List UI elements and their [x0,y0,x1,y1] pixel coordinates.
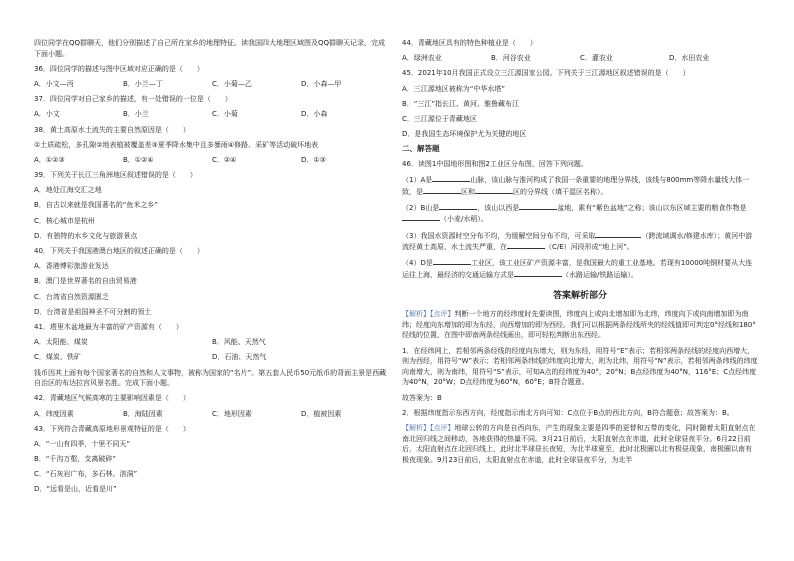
question-39: 39．下列关于长江三角洲地区叙述错误的是（ ） [34,171,197,180]
question-38-statements: ①土质疏松，多孔隙②地表植被覆盖差③夏季降水集中且多暴雨④修路、采矿等活动破坏地表 [34,140,319,149]
option: B．①②④ [123,155,154,164]
question-37: 37．四位同学对自己家乡的描述，有一处错误的一位是（ ） [34,95,232,104]
option: A．小文 [34,110,60,119]
option: C．地形因素 [212,409,252,418]
option: A．纬度因素 [34,409,74,418]
option: C．三江源位于青藏地区 [402,114,477,123]
option: D．石油、天然气 [212,353,267,362]
question-45: 45．2021年10月我国正式设立三江源国家公园。下列关于三江源地区叙述错误的是（ ） [402,69,690,78]
answer-explanation-1: 【解析】【点评】判断一个地方的经纬度时先要读图，纬度向上或向北增加即为北纬，纬度向下或向南增加即为南纬；经度向东增加的即为东经，向西增加的即为西经。我们可以根据两条经线所夹的经线值即可判定0°经线和180°经线的位置，在图中即南两条经线画出，即可轻松判断出东西经。 [402,310,756,340]
option: B．“千沟万壑，支离破碎” [34,455,117,464]
question-46-part-1: （1）A是 山脉，该山脉与淮河构成了我国一条重要的地理分界线，该线与800mm等降水量线大体一致，是 区和 区的分界线（填干湿区名称）。 [402,176,750,196]
answer-tag: 【解析】【点评】 [402,423,455,432]
answer-result: 故答案为：B [402,393,442,402]
section-heading: 二、解答题 [402,144,440,154]
option: B．河谷农业 [491,54,531,63]
option: B．自古以来就是我国著名的“鱼米之乡” [34,201,159,210]
question-42-options [34,409,390,420]
question-41: 41．塔里木盆地最为丰富的矿产资源有（ ） [34,322,183,331]
left-column [34,38,390,500]
question-41-options-row2 [34,352,390,363]
answers-title: 答案解析部分 [552,290,607,301]
question-44-options [402,53,758,64]
option: B．风能、天然气 [212,338,266,347]
option: C．灌农业 [580,54,613,63]
option: D．有独特的水乡文化与旅游景点 [34,231,138,240]
option: A．香港博彩旅游业发达 [34,262,109,271]
option: C．小菊 [212,110,238,119]
reading-passage: 四位同学在QQ群聊天，他们分别描述了自己所在家乡的地理特征。读我国四大地理区域图及QQ群聊天记录，完成下面小题。 [34,39,386,58]
option: D．①③ [301,155,326,164]
answer-point-2: 2．根据纬度指示东西方向，经度指示南北方向可知：C点位于B点的西北方向，B符合题意；故答案为：B。 [402,408,734,417]
option: D．台湾省是祖国神圣不可分割的领土 [34,307,152,316]
question-42: 42．青藏地区气候高寒的主要影响因素是（ ） [34,394,190,403]
option: A．地处江海交汇之地 [34,186,102,195]
option: B．海陆因素 [123,409,163,418]
option: D．小森—甲 [301,79,342,88]
answer-explanation-2: 【解析】【点评】地球公转的方向是自西向东，产生的现象主要是四季的更替和五带的变化，同时随着太阳直射点在南北回归线之间移动，各地获得的热量不同。3月21日前后，太阳直射点在赤道，此时全球昼夜平分。6月22日前后，太阳直射点在北回归线上，此时北半球昼长夜短，为北半球夏至，此时北极圈以北有极昼现象，南极圈以南有极夜现象。9月23日前后，太阳直射点在赤道，此时全球昼夜平分，为北半 [402,423,756,464]
option: B．“三江”指长江、黄河、雅鲁藏布江 [402,99,520,108]
right-column [402,38,758,470]
option: B．澳门是世界著名的自由贸易港 [34,277,137,286]
option: A．①②③ [34,155,65,164]
option: C．②④ [212,155,237,164]
option: C．煤炭、铁矿 [34,353,81,362]
question-46-part-3: （3）我国水资源时空分布不均，为缓解空间分布不均，可采取 （跨流域调水/修建水库）；黄河中游流经黄土高原，水土流失严重，在 （C/E）河段形成“地上河”。 [402,231,753,252]
question-40: 40．下列关于我国港澳台地区的叙述正确的是（ ） [34,247,204,256]
option: C．“石灰岩广布，多石林、溶洞” [34,470,138,479]
question-41-options-row1 [34,337,390,348]
question-36: 36．四位同学的描述与图中区域对应正确的是（ ） [34,64,204,73]
question-46-part-4: （4）D是 工业区，该工业区矿产资源丰富，是我国最大的重工业基地。若现有10000吨钢材要从大连运往上海，最经济的交通运输方式是 （水路运输/铁路运输）。 [402,259,753,280]
option: D．是我国生态环境保护尤为关键的地区 [402,130,527,139]
option: D．水田农业 [669,54,710,63]
option: D．小森 [301,110,328,119]
question-43: 43．下列符合青藏高原地形景观特征的是（ ） [34,424,190,433]
question-38: 38．黄土高原水土流失的主要自然原因是（ ） [34,125,190,134]
option: A．绿洲农业 [402,54,442,63]
option: C．核心城市是杭州 [34,216,95,225]
answer-tag: 【解析】【点评】 [402,310,455,319]
question-38-options [34,155,390,166]
answer-point-1: 1．在经纬网上，若相邻两条经线的经度向东增大，则为东经，用符号“E”表示；若相邻两条经线的经度向西增大，则为西经，用符号“W”表示；若相邻两条纬线的纬度向北增大，则为北纬，用符号“N”表示，若相邻两条纬线的纬度向南增大，则为南纬，用符号“S”表示，可知A点的经纬度为40°，20°N；B点经纬度为40°N，116°E；C点经纬度为40°N，20°W；D点经纬度为60°N，60°E；B符合题意。 [402,346,758,387]
reading-passage-2: 钱币因其上面有每个国家著名的自然和人文事物，被称为国家的“名片”。第五套人民币50元纸币的背面主景是西藏自治区的布达拉宫风景名胜。完成下面小题。 [34,368,387,388]
option: C．小菊—乙 [212,79,252,88]
option: D．植被因素 [301,409,342,418]
option: B．小兰 [123,110,149,119]
option: A．小文—丙 [34,79,74,88]
option: C．台湾省自然资源匮乏 [34,292,109,301]
option: D．“远看是山，近看是川” [34,485,117,494]
option: B．小兰—丁 [123,79,163,88]
question-36-options [34,79,390,90]
question-46: 46．读图1中国地形图和图2工业区分布图，回答下列问题。 [402,159,588,168]
question-46-part-2: （2）B山是 ，该山以西是 盆地，素有“紫色盆地”之称；该山以东区域主要的粮食作物是（小麦/水稻）。 [402,203,747,224]
question-44: 44．青藏地区具有的特色种植业是（ ） [402,39,537,47]
option: A．太阳能、煤炭 [34,338,88,347]
question-37-options [34,109,390,120]
option: A．三江源地区被称为“中华水塔” [402,84,506,93]
option: A．“一山有四季，十里不同天” [34,439,131,448]
